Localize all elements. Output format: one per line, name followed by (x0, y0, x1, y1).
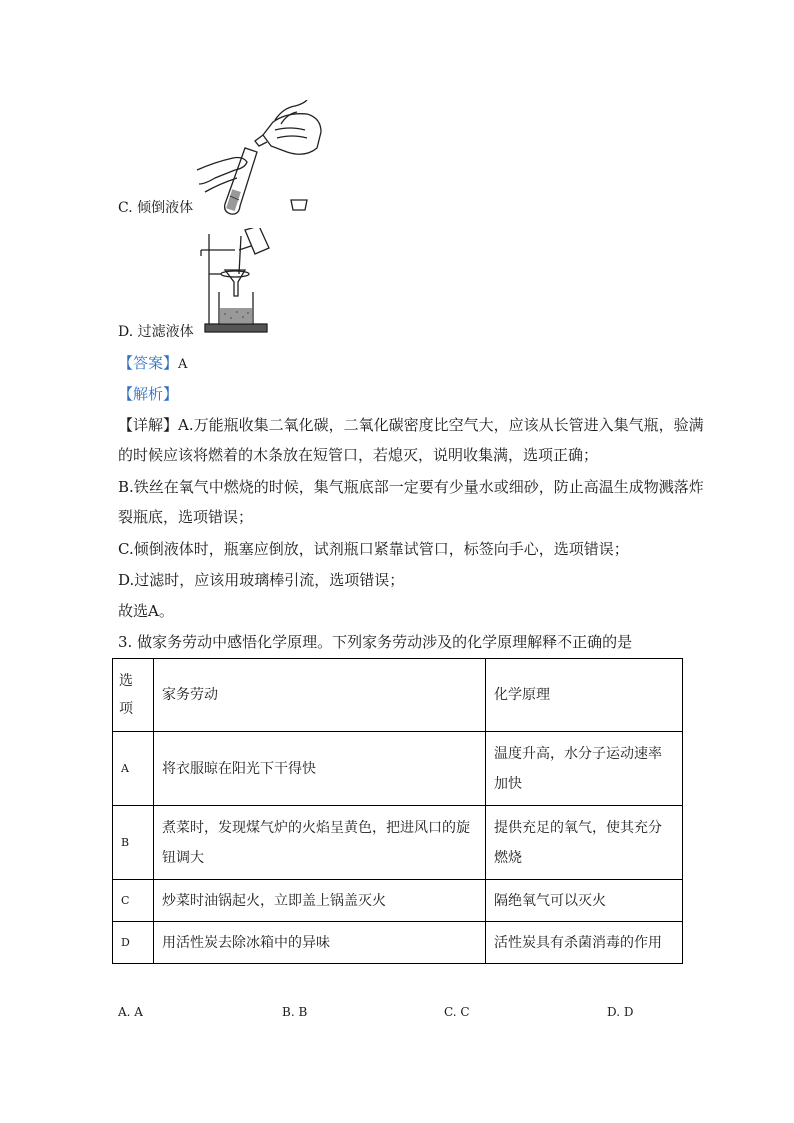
choice-a: A. A (118, 1005, 143, 1019)
header-principle: 化学原理 (486, 659, 683, 732)
option-c-label: C. 倾倒液体 (118, 200, 194, 216)
detail-tag: 【详解】 (118, 416, 179, 434)
principles-table (112, 658, 683, 964)
choice-c: C. C (444, 1005, 470, 1019)
answer-value: A (178, 357, 188, 372)
analysis-tag: 【解析】 (118, 385, 179, 403)
header-option: 选项 (113, 659, 154, 732)
analysis-line-5: C.倾倒液体时，瓶塞应倒放，试剂瓶口紧靠试管口，标签向手心，选项错误； (118, 540, 629, 558)
analysis-line-7: 故选A。 (118, 602, 174, 620)
table-row: B 煮菜时，发现煤气炉的火焰呈黄色，把进风口的旋 钮调大 提供充足的氧气，使其充分 燃烧 (113, 806, 683, 880)
pouring-liquid-illustration (195, 100, 330, 215)
analysis-line-4: 裂瓶底，选项错误； (118, 508, 254, 526)
analysis-line-6: D.过滤时，应该用玻璃棒引流，选项错误； (118, 571, 405, 589)
table-row: C 炒菜时油锅起火，立即盖上锅盖灭火 隔绝氧气可以灭火 (113, 880, 683, 922)
header-chore: 家务劳动 (154, 659, 486, 732)
table-row: D 用活性炭去除冰箱中的异味 活性炭具有杀菌消毒的作用 (113, 922, 683, 964)
analysis-line-1: 【详解】A.万能瓶收集二氧化碳，二氧化碳密度比空气大，应该从长管进入集气瓶，验满 (118, 416, 704, 434)
table-row: A 将衣服晾在阳光下干得快 温度升高，水分子运动速率 加快 (113, 732, 683, 806)
choice-d: D. D (607, 1005, 634, 1019)
choice-b: B. B (282, 1005, 308, 1019)
table-header-row (113, 659, 683, 732)
analysis-line-2: 的时候应该将燃着的木条放在短管口，若熄灭，说明收集满，选项正确； (118, 446, 599, 464)
question-3-stem: 3. 做家务劳动中感悟化学原理。下列家务劳动涉及的化学原理解释不正确的是 (118, 633, 633, 651)
option-d-label: D. 过滤液体 (118, 324, 194, 340)
filtering-illustration (195, 228, 290, 338)
analysis-line-3: B.铁丝在氧气中燃烧的时候，集气瓶底部一定要有少量水或细砂，防止高温生成物溅落炸 (118, 478, 704, 496)
answer-line (118, 352, 187, 376)
answer-tag: 【答案】 (118, 354, 179, 372)
